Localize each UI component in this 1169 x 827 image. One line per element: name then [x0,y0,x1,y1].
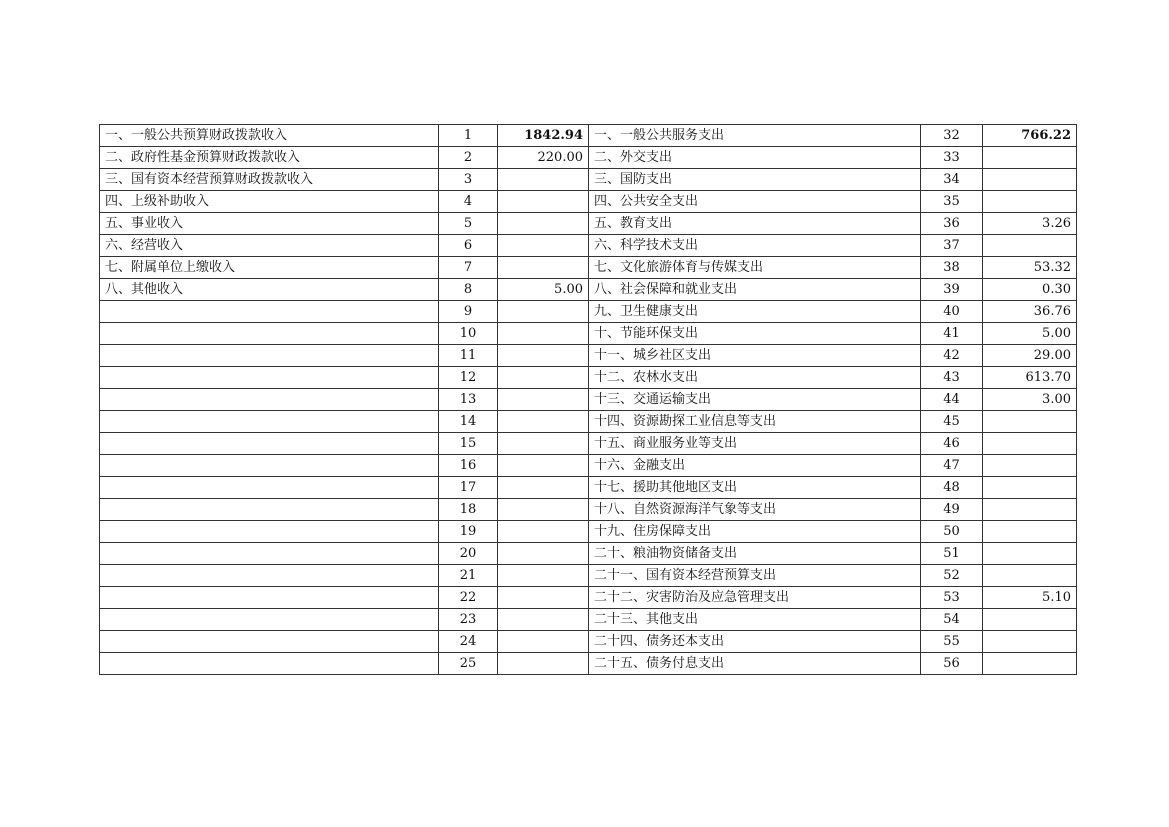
table-row [100,631,1077,653]
table-row [100,609,1077,631]
income-amount-cell [498,565,589,587]
income-amount-cell [498,543,589,565]
income-item-cell [100,389,439,411]
income-amount-cell [498,587,589,609]
table-row [100,521,1077,543]
table-body [100,125,1077,675]
expense-item-cell: 四、公共安全支出 [589,191,921,213]
expense-line-number-cell: 38 [921,257,983,279]
income-amount-cell [498,477,589,499]
table-row [100,499,1077,521]
income-line-number-cell: 6 [439,235,498,257]
income-item-cell: 五、事业收入 [100,213,439,235]
expense-item-cell: 十五、商业服务业等支出 [589,433,921,455]
expense-amount-cell [983,191,1077,213]
expense-amount-cell: 0.30 [983,279,1077,301]
income-item-cell [100,565,439,587]
income-line-number-cell: 14 [439,411,498,433]
income-line-number-cell: 11 [439,345,498,367]
income-line-number-cell: 4 [439,191,498,213]
table-row [100,169,1077,191]
income-item-cell: 八、其他收入 [100,279,439,301]
table-row [100,213,1077,235]
income-item-cell [100,455,439,477]
income-line-number-cell: 1 [439,125,498,147]
expense-amount-cell: 29.00 [983,345,1077,367]
expense-amount-cell [983,477,1077,499]
table-row [100,279,1077,301]
income-item-cell [100,345,439,367]
income-line-number-cell: 23 [439,609,498,631]
income-amount-cell [498,213,589,235]
table-row [100,345,1077,367]
income-line-number-cell: 7 [439,257,498,279]
expense-line-number-cell: 47 [921,455,983,477]
expense-item-cell: 二十、粮油物资储备支出 [589,543,921,565]
income-item-cell [100,367,439,389]
income-item-cell: 一、一般公共预算财政拨款收入 [100,125,439,147]
expense-item-cell: 五、教育支出 [589,213,921,235]
table-row [100,587,1077,609]
income-line-number-cell: 15 [439,433,498,455]
expense-line-number-cell: 40 [921,301,983,323]
expense-item-cell: 十、节能环保支出 [589,323,921,345]
expense-line-number-cell: 45 [921,411,983,433]
income-item-cell [100,301,439,323]
table-row [100,565,1077,587]
income-amount-cell: 5.00 [498,279,589,301]
expense-line-number-cell: 44 [921,389,983,411]
income-line-number-cell: 20 [439,543,498,565]
expense-item-cell: 二十四、债务还本支出 [589,631,921,653]
income-amount-cell [498,323,589,345]
expense-line-number-cell: 32 [921,125,983,147]
income-line-number-cell: 3 [439,169,498,191]
income-line-number-cell: 13 [439,389,498,411]
expense-item-cell: 十六、金融支出 [589,455,921,477]
income-amount-cell [498,169,589,191]
income-item-cell [100,609,439,631]
income-line-number-cell: 9 [439,301,498,323]
expense-line-number-cell: 52 [921,565,983,587]
expense-item-cell: 十二、农林水支出 [589,367,921,389]
income-line-number-cell: 22 [439,587,498,609]
income-amount-cell [498,235,589,257]
expense-item-cell: 十九、住房保障支出 [589,521,921,543]
income-line-number-cell: 8 [439,279,498,301]
income-amount-cell [498,345,589,367]
expense-line-number-cell: 35 [921,191,983,213]
expense-item-cell: 二、外交支出 [589,147,921,169]
expense-item-cell: 三、国防支出 [589,169,921,191]
expense-amount-cell [983,235,1077,257]
expense-line-number-cell: 33 [921,147,983,169]
expense-item-cell: 九、卫生健康支出 [589,301,921,323]
table-row [100,147,1077,169]
income-amount-cell [498,455,589,477]
income-amount-cell [498,389,589,411]
expense-item-cell: 十七、援助其他地区支出 [589,477,921,499]
income-line-number-cell: 25 [439,653,498,675]
expense-line-number-cell: 55 [921,631,983,653]
table-row [100,411,1077,433]
table-row [100,323,1077,345]
table-row [100,455,1077,477]
expense-item-cell: 二十二、灾害防治及应急管理支出 [589,587,921,609]
expense-amount-cell [983,609,1077,631]
income-line-number-cell: 2 [439,147,498,169]
income-amount-cell [498,609,589,631]
income-line-number-cell: 10 [439,323,498,345]
expense-amount-cell [983,411,1077,433]
expense-line-number-cell: 56 [921,653,983,675]
income-line-number-cell: 19 [439,521,498,543]
table-row [100,543,1077,565]
income-item-cell: 四、上级补助收入 [100,191,439,213]
expense-amount-cell: 613.70 [983,367,1077,389]
expense-amount-cell [983,653,1077,675]
expense-amount-cell [983,521,1077,543]
income-line-number-cell: 12 [439,367,498,389]
expense-item-cell: 八、社会保障和就业支出 [589,279,921,301]
income-amount-cell [498,433,589,455]
expense-line-number-cell: 51 [921,543,983,565]
table-row [100,191,1077,213]
income-line-number-cell: 16 [439,455,498,477]
expense-item-cell: 六、科学技术支出 [589,235,921,257]
expense-item-cell: 二十三、其他支出 [589,609,921,631]
income-item-cell [100,323,439,345]
income-amount-cell [498,521,589,543]
expense-item-cell: 一、一般公共服务支出 [589,125,921,147]
income-item-cell [100,631,439,653]
expense-line-number-cell: 37 [921,235,983,257]
table-row [100,235,1077,257]
income-item-cell [100,521,439,543]
income-line-number-cell: 24 [439,631,498,653]
expense-line-number-cell: 54 [921,609,983,631]
expense-line-number-cell: 50 [921,521,983,543]
expense-amount-cell [983,499,1077,521]
income-amount-cell [498,499,589,521]
income-item-cell: 三、国有资本经营预算财政拨款收入 [100,169,439,191]
budget-table [99,124,1077,675]
expense-item-cell: 十三、交通运输支出 [589,389,921,411]
expense-amount-cell: 5.00 [983,323,1077,345]
income-item-cell: 二、政府性基金预算财政拨款收入 [100,147,439,169]
income-item-cell: 六、经营收入 [100,235,439,257]
expense-line-number-cell: 49 [921,499,983,521]
expense-amount-cell [983,169,1077,191]
table-row [100,433,1077,455]
income-item-cell [100,653,439,675]
expense-amount-cell: 3.26 [983,213,1077,235]
income-line-number-cell: 21 [439,565,498,587]
expense-amount-cell [983,631,1077,653]
income-amount-cell [498,301,589,323]
income-item-cell [100,543,439,565]
table-row [100,389,1077,411]
expense-line-number-cell: 41 [921,323,983,345]
expense-line-number-cell: 42 [921,345,983,367]
income-item-cell [100,587,439,609]
expense-amount-cell [983,433,1077,455]
expense-item-cell: 十四、资源勘探工业信息等支出 [589,411,921,433]
income-item-cell: 七、附属单位上缴收入 [100,257,439,279]
expense-item-cell: 二十一、国有资本经营预算支出 [589,565,921,587]
table-row [100,125,1077,147]
expense-line-number-cell: 39 [921,279,983,301]
income-item-cell [100,477,439,499]
income-amount-cell [498,411,589,433]
income-line-number-cell: 17 [439,477,498,499]
income-item-cell [100,411,439,433]
income-item-cell [100,433,439,455]
income-line-number-cell: 18 [439,499,498,521]
expense-item-cell: 十一、城乡社区支出 [589,345,921,367]
expense-amount-cell [983,543,1077,565]
income-amount-cell [498,653,589,675]
income-line-number-cell: 5 [439,213,498,235]
table-row [100,367,1077,389]
expense-line-number-cell: 48 [921,477,983,499]
expense-amount-cell [983,455,1077,477]
expense-amount-cell: 36.76 [983,301,1077,323]
income-amount-cell [498,631,589,653]
expense-amount-cell [983,147,1077,169]
expense-item-cell: 二十五、债务付息支出 [589,653,921,675]
table-row [100,257,1077,279]
expense-amount-cell: 53.32 [983,257,1077,279]
expense-line-number-cell: 53 [921,587,983,609]
income-amount-cell: 1842.94 [498,125,589,147]
expense-line-number-cell: 36 [921,213,983,235]
expense-item-cell: 十八、自然资源海洋气象等支出 [589,499,921,521]
income-item-cell [100,499,439,521]
table-row [100,477,1077,499]
expense-amount-cell [983,565,1077,587]
table-row [100,653,1077,675]
expense-amount-cell: 766.22 [983,125,1077,147]
expense-amount-cell: 5.10 [983,587,1077,609]
expense-item-cell: 七、文化旅游体育与传媒支出 [589,257,921,279]
expense-amount-cell: 3.00 [983,389,1077,411]
income-amount-cell: 220.00 [498,147,589,169]
expense-line-number-cell: 46 [921,433,983,455]
table-row [100,301,1077,323]
income-amount-cell [498,257,589,279]
expense-line-number-cell: 34 [921,169,983,191]
income-amount-cell [498,367,589,389]
expense-line-number-cell: 43 [921,367,983,389]
income-amount-cell [498,191,589,213]
